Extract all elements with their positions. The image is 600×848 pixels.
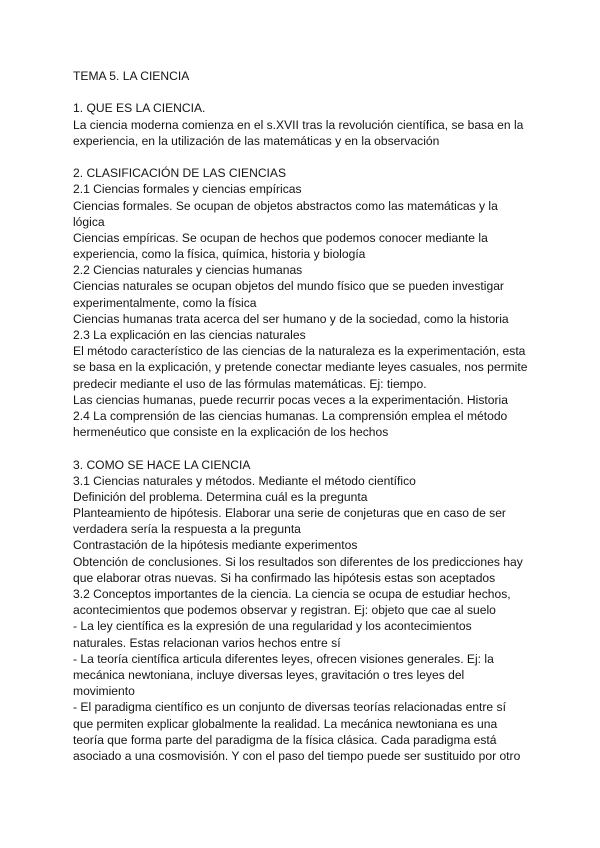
- paragraph-line: se basa en la explicación, y pretende conectar mediante leyes casuales, nos permite: [73, 360, 528, 375]
- paragraph-line: Planteamiento de hipótesis. Elaborar una serie de conjeturas que en caso de ser: [73, 506, 506, 521]
- paragraph-line: Ciencias empíricas. Se ocupan de hechos que podemos conocer mediante la: [73, 230, 488, 245]
- list-item-line: asociado a una cosmovisión. Y con el paso del tiempo puede ser sustituido por otro: [73, 748, 521, 763]
- section-heading: 3. COMO SE HACE LA CIENCIA: [73, 457, 251, 472]
- paragraph-line: El método característico de las ciencias de la naturaleza es la experimentación, esta: [73, 344, 526, 359]
- list-item-line: - La teoría científica articula diferentes leyes, ofrecen visiones generales. Ej: la: [73, 651, 494, 666]
- paragraph-line: Ciencias humanas trata acerca del ser humano y de la sociedad, como la historia: [73, 311, 509, 326]
- subsection-heading: 3.2 Conceptos importantes de la ciencia. La ciencia se ocupa de estudiar hechos,: [73, 587, 511, 601]
- paragraph-line: Ciencias naturales se ocupan objetos del mundo físico que se pueden investigar: [73, 279, 504, 294]
- blank-line: [73, 440, 513, 456]
- list-item-line: que permiten explicar globalmente la realidad. La mecánica newtoniana es una: [73, 716, 498, 731]
- paragraph-line: experimentalmente, como la física: [73, 295, 257, 310]
- section-heading: 1. QUE ES LA CIENCIA.: [73, 101, 206, 116]
- paragraph-line: que elaborar otras nuevas. Si ha confirmado las hipótesis estas son aceptados: [73, 570, 496, 585]
- paragraph-line: Contrastación de la hipótesis mediante experimentos: [73, 538, 358, 553]
- document-body: [73, 68, 528, 764]
- subsection-heading: 2.4 La comprensión de las ciencias humanas. La comprensión emplea el método: [73, 408, 508, 423]
- paragraph-line: verdadera sería la respuesta a la pregunta: [73, 522, 301, 537]
- paragraph-line: Las ciencias humanas, puede recurrir pocas veces a la experimentación. Historia: [73, 392, 508, 407]
- paragraph-line: experiencia, en la utilización de las matemáticas y en la observación: [73, 133, 440, 148]
- paragraph-line: hermenéutico que consiste en la explicación de los hechos: [73, 425, 389, 440]
- paragraph-line: experiencia, como la física, química, historia y biología: [73, 247, 366, 262]
- paragraph-line: Ciencias formales. Se ocupan de objetos abstractos como las matemáticas y la: [73, 198, 498, 213]
- list-item-line: movimiento: [73, 684, 135, 699]
- list-item-line: - El paradigma científico es un conjunto de diversas teorías relacionadas entre sí: [73, 700, 506, 715]
- list-item-line: - La ley científica es la expresión de una regularidad y los acontecimientos: [73, 619, 472, 634]
- list-item-line: mecánica newtoniana, incluye diversas leyes, gravitación o tres leyes del: [73, 667, 465, 682]
- blank-line: [73, 149, 513, 165]
- blank-line: [73, 84, 513, 100]
- paragraph-line: Definición del problema. Determina cuál es la pregunta: [73, 489, 368, 504]
- subsection-heading: 2.2 Ciencias naturales y ciencias humanas: [73, 263, 303, 278]
- paragraph-line: predecir mediante el uso de las fórmulas matemáticas. Ej: tiempo.: [73, 376, 427, 391]
- paragraph-line: Obtención de conclusiones. Si los resultados son diferentes de los predicciones hay: [73, 554, 523, 569]
- list-item-line: teoría que forma parte del paradigma de la física clásica. Cada paradigma está: [73, 732, 497, 747]
- section-como-se-hace-la-ciencia: [73, 457, 523, 765]
- subsection-heading: 2.1 Ciencias formales y ciencias empíricas: [73, 182, 302, 197]
- section-heading: 2. CLASIFICACIÓN DE LAS CIENCIAS: [73, 166, 287, 181]
- paragraph-line: lógica: [73, 214, 105, 229]
- document-title: TEMA 5. LA CIENCIA: [73, 69, 190, 83]
- subsection-heading: 2.3 La explicación en las ciencias naturales: [73, 328, 306, 342]
- paragraph-line: La ciencia moderna comienza en el s.XVII tras la revolución científica, se basa en la: [73, 117, 524, 132]
- paragraph-line: acontecimientos que podemos observar y registran. Ej: objeto que cae al suelo: [73, 603, 496, 618]
- section-clasificacion: [73, 165, 528, 440]
- section-que-es-la-ciencia: [73, 100, 524, 149]
- list-item-line: naturales. Estas relacionan varios hechos entre sí: [73, 635, 341, 650]
- subsection-heading: 3.1 Ciencias naturales y métodos. Mediante el método científico: [73, 473, 416, 488]
